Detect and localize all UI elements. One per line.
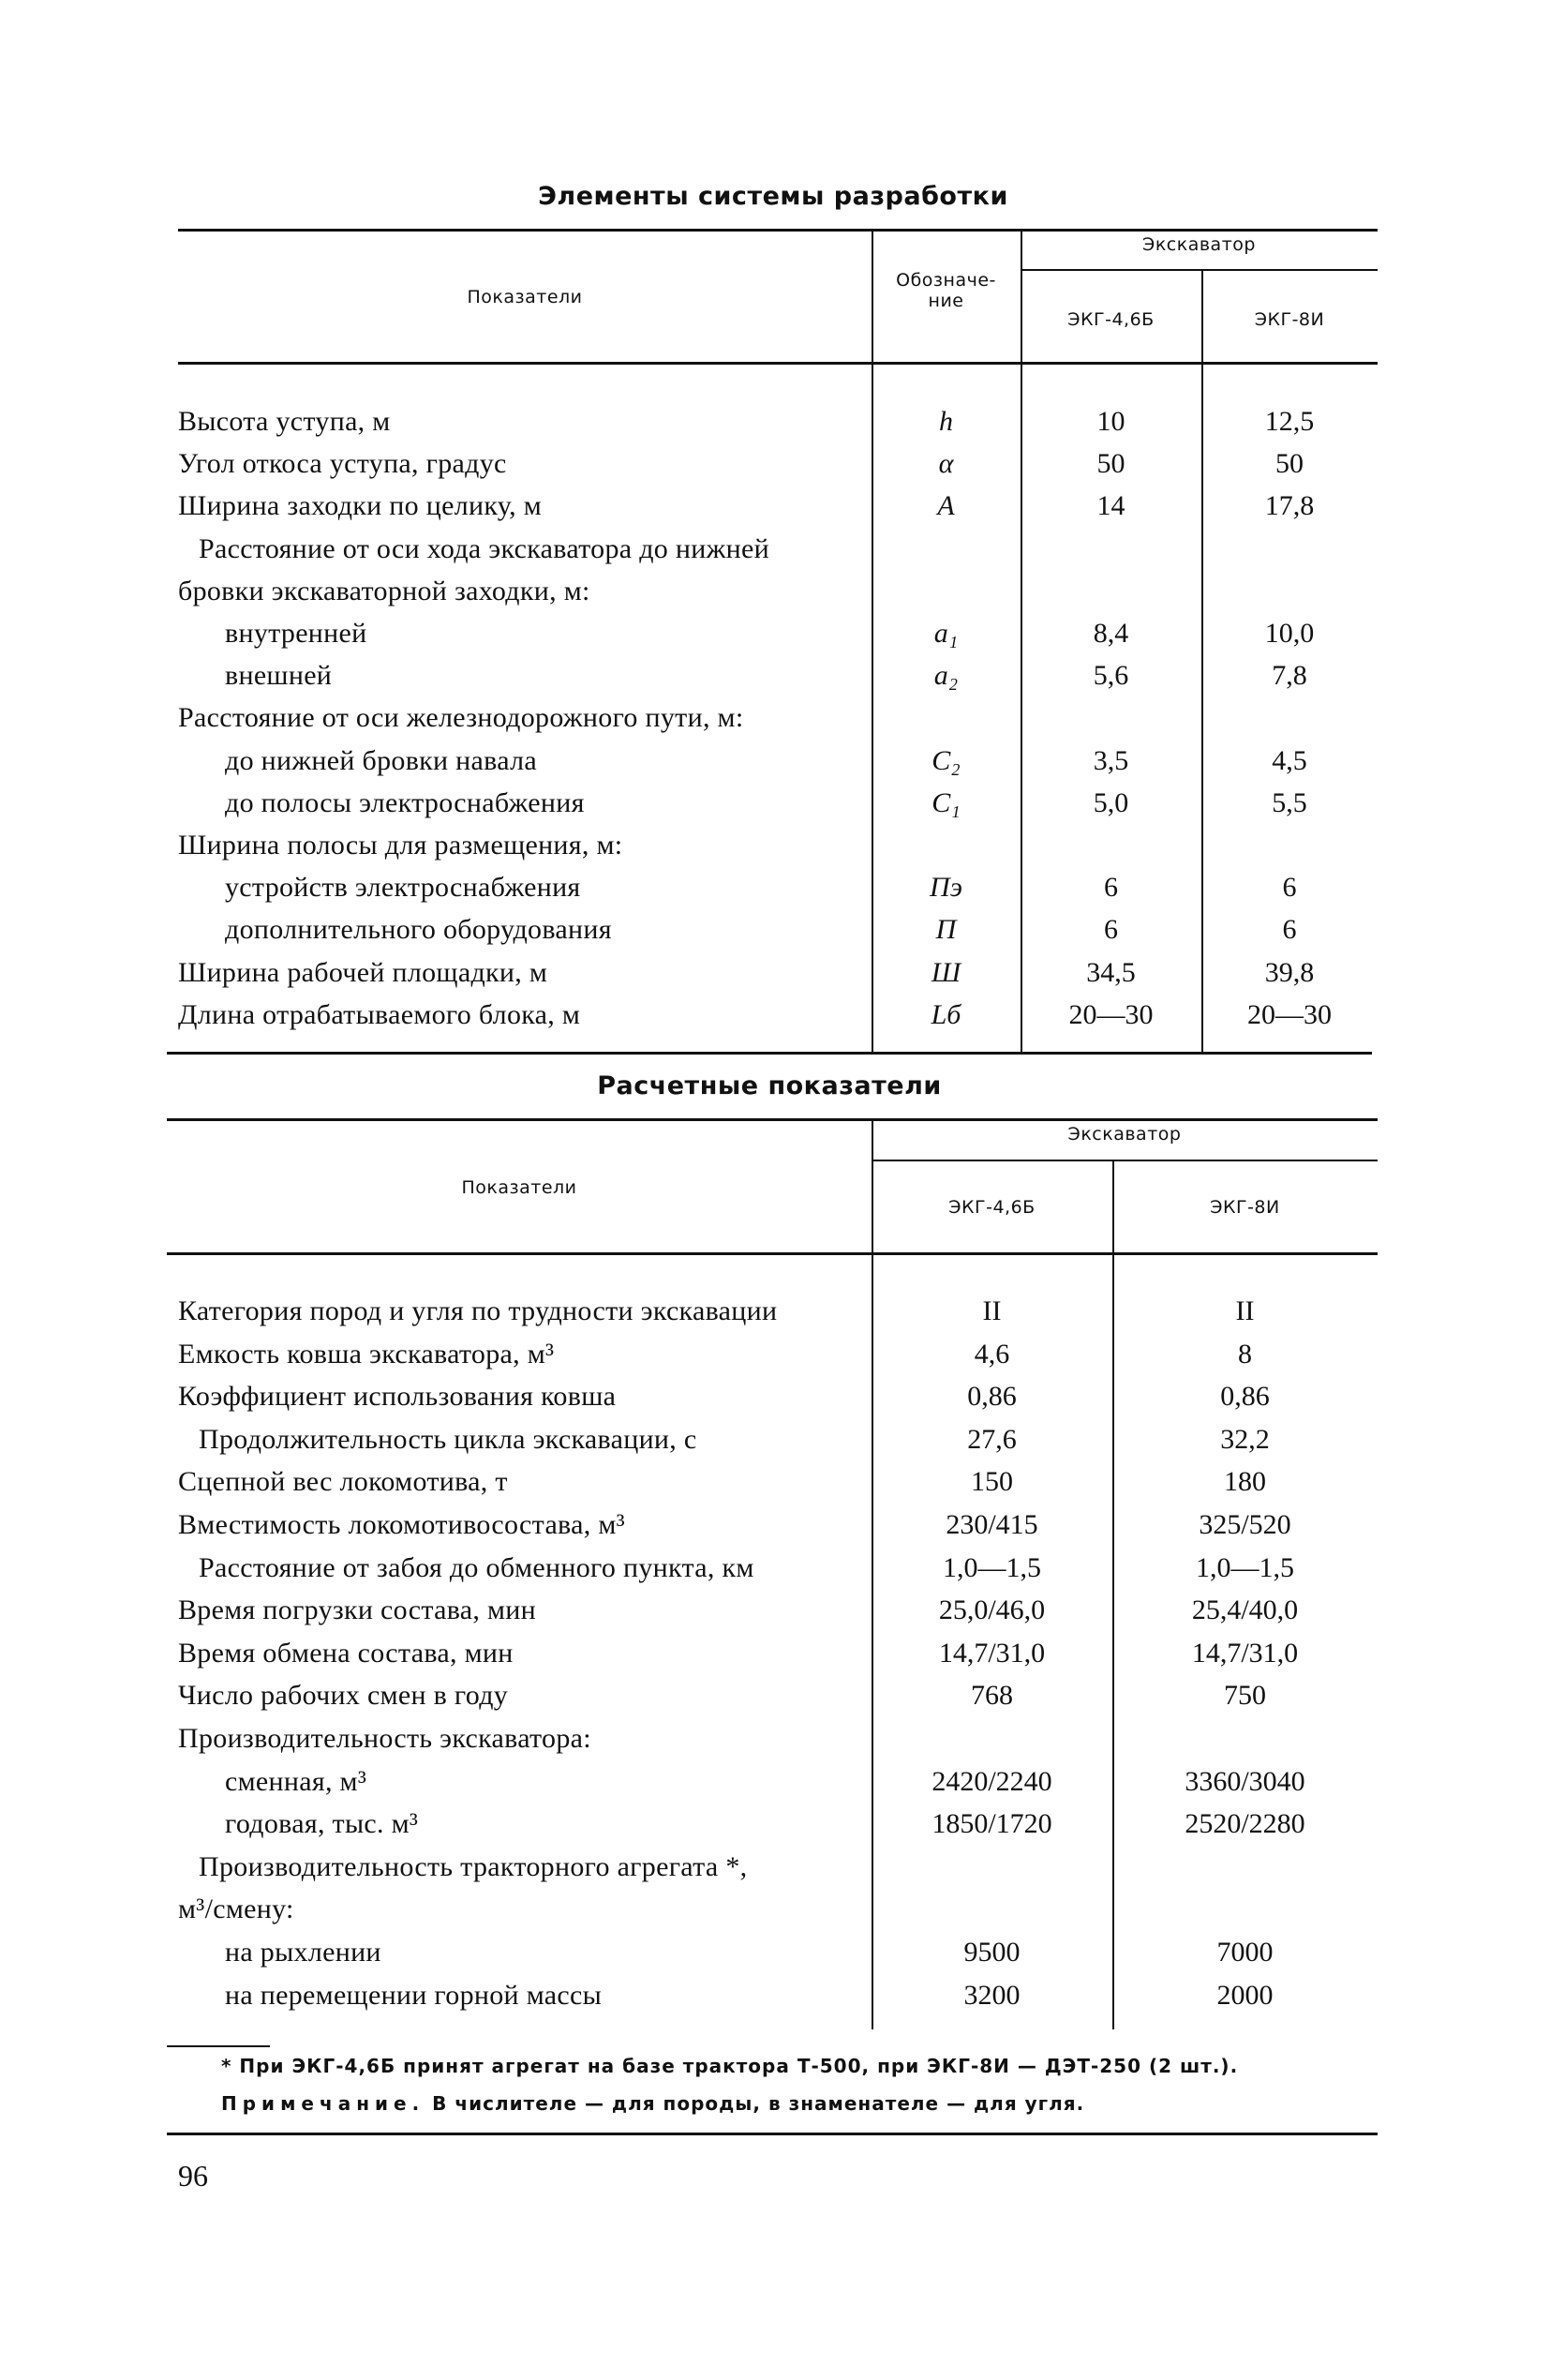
table1-row xyxy=(0,401,1550,442)
table2-row-label: Категория пород и угля по трудности экскавации xyxy=(178,1295,778,1326)
table1-row-value-a: 6 xyxy=(1104,872,1118,903)
table2-row xyxy=(0,1932,1550,1973)
table2-header-col-b: ЭКГ-8И xyxy=(1210,1197,1280,1218)
table1-row-label: Высота уступа, м xyxy=(178,406,391,437)
table2-header-indicator: Показатели xyxy=(461,1177,577,1198)
table2-row-label: Число рабочих смен в году xyxy=(178,1680,509,1711)
table1-row-value-a: 8,4 xyxy=(1093,618,1129,649)
table2-row-value-b: 8 xyxy=(1238,1339,1252,1370)
table2-row xyxy=(0,1761,1550,1803)
table2-row-label: Время погрузки состава, мин xyxy=(178,1594,537,1625)
table2-row xyxy=(0,1804,1550,1845)
table2-row-value-b: 7000 xyxy=(1216,1937,1274,1968)
table1-row-value-a: 10 xyxy=(1096,406,1125,437)
table2-row xyxy=(0,1633,1550,1674)
table1-row-value-b: 20—30 xyxy=(1247,999,1332,1030)
table1-row-symbol: Lб xyxy=(931,999,961,1030)
table2-row-value-b: 2520/2280 xyxy=(1185,1808,1305,1839)
table1-row xyxy=(0,909,1550,951)
table2-row-label: Производительность тракторного агрегата *, xyxy=(199,1851,748,1882)
table2-row-value-a: 3200 xyxy=(963,1980,1021,2011)
table2-row-value-b: 3360/3040 xyxy=(1185,1766,1305,1797)
table2-row-value-b: 750 xyxy=(1224,1680,1266,1711)
table1-row xyxy=(0,741,1550,782)
table2-row-value-a: 4,6 xyxy=(974,1339,1010,1370)
table2-row-value-b: II xyxy=(1235,1295,1255,1326)
table2-row-value-b: 0,86 xyxy=(1220,1381,1270,1412)
table2-top-rule xyxy=(167,1118,1378,1121)
table2-row xyxy=(0,1847,1550,1888)
table2-row-label: Емкость ковша экскаватора, м³ xyxy=(178,1339,555,1370)
table1-row-label: устройств электроснабжения xyxy=(225,872,581,903)
table1-row xyxy=(0,655,1550,696)
table1-row-label: Расстояние от оси хода экскаватора до нижней xyxy=(199,533,769,564)
table1-row-value-b: 7,8 xyxy=(1272,660,1307,691)
table2-row-value-b: 32,2 xyxy=(1220,1424,1270,1455)
table1-row-value-a: 3,5 xyxy=(1093,745,1129,776)
table2-row-value-a: 14,7/31,0 xyxy=(938,1638,1046,1669)
table1-row-value-b: 5,5 xyxy=(1272,787,1307,818)
table1-row xyxy=(0,613,1550,654)
table2-row-value-b: 14,7/31,0 xyxy=(1191,1638,1299,1669)
table1-group-rule xyxy=(1021,269,1378,271)
table2-row-label: Расстояние от забоя до обменного пункта, км xyxy=(199,1552,754,1583)
table1-row-symbol: a₂ xyxy=(933,660,959,691)
table1-header-group: Экскаватор xyxy=(1142,234,1256,255)
table1-row-value-a: 34,5 xyxy=(1086,957,1136,988)
table1-row-symbol: П xyxy=(935,914,957,945)
table1-row-label: Ширина рабочей площадки, м xyxy=(178,957,548,988)
table2-row-value-a: II xyxy=(982,1295,1002,1326)
table1-header-rule xyxy=(178,362,1378,365)
table1-row xyxy=(0,443,1550,485)
table2-row-label: Продолжительность цикла экскавации, с xyxy=(199,1424,697,1455)
table2-row-value-a: 25,0/46,0 xyxy=(938,1594,1046,1625)
table2-row-label: Время обмена состава, мин xyxy=(178,1638,514,1669)
table2-row-value-b: 1,0—1,5 xyxy=(1196,1552,1294,1583)
table2-row xyxy=(0,1889,1550,1930)
table2-row-value-b: 180 xyxy=(1224,1466,1266,1497)
table2-row xyxy=(0,1548,1550,1589)
table1-row-value-a: 5,6 xyxy=(1093,660,1129,691)
table2-row-label: м³/смену: xyxy=(178,1894,294,1924)
table1-row-symbol: C₂ xyxy=(931,745,961,776)
table1-row-value-a: 5,0 xyxy=(1093,787,1129,818)
table1-header-symbol: Обозначе- ние xyxy=(896,270,996,311)
table2-header-rule xyxy=(167,1252,1378,1255)
table2-row-label: на перемещении горной массы xyxy=(225,1980,603,2011)
table2-row xyxy=(0,1590,1550,1631)
table2-row xyxy=(0,1291,1550,1332)
table2-row-label: Коэффициент использования ковша xyxy=(178,1381,617,1412)
table1-row xyxy=(0,995,1550,1036)
table1-row-value-b: 6 xyxy=(1282,872,1297,903)
table1-row-value-a: 50 xyxy=(1096,448,1125,479)
table1-top-rule xyxy=(178,229,1378,232)
table1-row-label: до полосы электроснабжения xyxy=(225,787,585,818)
table1-row-label: до нижней бровки навала xyxy=(225,745,537,776)
table2-row-label: на рыхлении xyxy=(225,1937,381,1968)
table1-row-symbol: А xyxy=(937,490,955,521)
table1-row-symbol: a₁ xyxy=(933,618,959,649)
table1-row-symbol: C₁ xyxy=(931,787,961,818)
table1-row-symbol: h xyxy=(939,406,953,437)
table2-header-col-a: ЭКГ-4,6Б xyxy=(948,1197,1036,1218)
footnote-rule xyxy=(167,2045,270,2047)
table1-row-label: дополнительного оборудования xyxy=(225,914,612,945)
table1-row-label: Расстояние от оси железнодорожного пути, м: xyxy=(178,702,744,733)
table1-row-label: Ширина полосы для размещения, м: xyxy=(178,830,623,861)
table2-row-label: сменная, м³ xyxy=(225,1766,367,1797)
table2-row-value-a: 1850/1720 xyxy=(931,1808,1052,1839)
table1-row xyxy=(0,867,1550,908)
page-bottom-rule xyxy=(167,2133,1378,2135)
table2-row-value-a: 0,86 xyxy=(967,1381,1017,1412)
table1-title: Элементы системы разработки xyxy=(538,182,1008,211)
table2-row xyxy=(0,1975,1550,2016)
table2-row-label: Вместимость локомотивосостава, м³ xyxy=(178,1509,625,1540)
table2-row-label: Сцепной вес локомотива, т xyxy=(178,1466,508,1497)
note xyxy=(221,2092,1084,2115)
note-text: В числителе — для породы, в знаменателе — для угля. xyxy=(432,2092,1085,2115)
table1-header-col-a: ЭКГ-4,6Б xyxy=(1067,309,1155,330)
table2-row-value-a: 27,6 xyxy=(967,1424,1017,1455)
table2-row xyxy=(0,1718,1550,1759)
table1-row-symbol: Ш xyxy=(931,957,961,988)
table2-row-value-a: 2420/2240 xyxy=(931,1766,1052,1797)
table1-row xyxy=(0,529,1550,570)
table1-row-value-b: 17,8 xyxy=(1264,490,1315,521)
table1-row xyxy=(0,825,1550,866)
table2-row xyxy=(0,1376,1550,1417)
table1-row-symbol: Пэ xyxy=(930,872,962,903)
table1-row-label: Ширина заходки по целику, м xyxy=(178,490,542,521)
table1-row-value-b: 4,5 xyxy=(1272,745,1307,776)
footnote: * При ЭКГ-4,6Б принят агрегат на базе трактора Т-500, при ЭКГ-8И — ДЭТ-250 (2 шт.). xyxy=(221,2055,1239,2077)
table1-row-label: бровки экскаваторной заходки, м: xyxy=(178,576,590,606)
table2-row-value-a: 768 xyxy=(971,1680,1013,1711)
table2-row-value-b: 2000 xyxy=(1216,1980,1274,2011)
table1-row xyxy=(0,952,1550,994)
table2-group-rule xyxy=(872,1160,1378,1161)
table1-row-value-b: 6 xyxy=(1282,914,1297,945)
table2-row xyxy=(0,1419,1550,1460)
table1-header-indicator: Показатели xyxy=(467,287,583,307)
table2-row-value-b: 25,4/40,0 xyxy=(1191,1594,1299,1625)
table1-row-value-a: 20—30 xyxy=(1068,999,1154,1030)
table2-row-value-a: 230/415 xyxy=(946,1509,1038,1540)
table1-row-value-b: 12,5 xyxy=(1264,406,1315,437)
table1-row-value-a: 14 xyxy=(1096,490,1125,521)
table1-row xyxy=(0,697,1550,739)
table1-bottom-rule xyxy=(167,1052,1372,1055)
table1-row xyxy=(0,571,1550,612)
table1-row-label: Угол откоса уступа, градус xyxy=(178,448,507,479)
table2-row-value-a: 1,0—1,5 xyxy=(943,1552,1041,1583)
table1-row-value-b: 50 xyxy=(1275,448,1304,479)
table1-row xyxy=(0,486,1550,527)
table2-row xyxy=(0,1504,1550,1546)
table2-header-group: Экскаватор xyxy=(1067,1124,1182,1145)
table2-row xyxy=(0,1334,1550,1375)
table2-row-value-a: 9500 xyxy=(963,1937,1021,1968)
table1-row-value-b: 10,0 xyxy=(1264,618,1315,649)
table2-row-label: Производительность экскаватора: xyxy=(178,1723,591,1754)
table2-row xyxy=(0,1461,1550,1503)
table2-row-value-a: 150 xyxy=(971,1466,1013,1497)
table1-row-label: внешней xyxy=(225,660,333,691)
table1-row-label: Длина отрабатываемого блока, м xyxy=(178,999,581,1030)
table2-row xyxy=(0,1675,1550,1716)
table1-header-col-b: ЭКГ-8И xyxy=(1254,309,1325,330)
table1-row xyxy=(0,783,1550,824)
table2-row-label: годовая, тыс. м³ xyxy=(225,1808,419,1839)
table1-row-symbol: α xyxy=(938,448,954,479)
table1-row-value-a: 6 xyxy=(1104,914,1118,945)
table1-row-label: внутренней xyxy=(225,618,367,649)
table1-row-value-b: 39,8 xyxy=(1264,957,1315,988)
table2-row-value-b: 325/520 xyxy=(1199,1509,1291,1540)
note-label: Примечание. xyxy=(221,2092,425,2115)
table2-title: Расчетные показатели xyxy=(597,1071,942,1100)
page-number: 96 xyxy=(178,2159,208,2193)
